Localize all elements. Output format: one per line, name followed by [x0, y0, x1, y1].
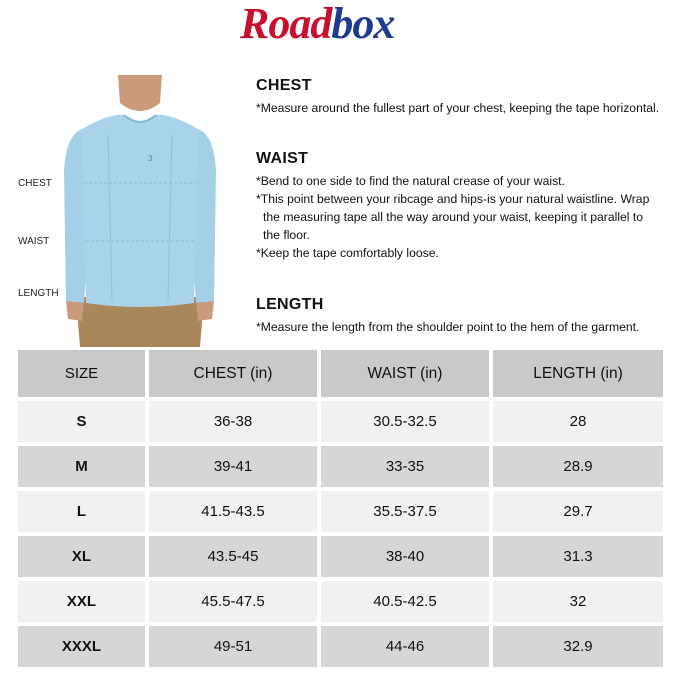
length-cell: 31.3 — [493, 536, 663, 577]
waist-instruction-2: *This point between your ribcage and hips-is your natural waistline. Wrap — [256, 192, 650, 206]
length-cell: 29.7 — [493, 491, 663, 532]
length-cell: 32 — [493, 581, 663, 622]
waist-instruction-5: *Keep the tape comfortably loose. — [256, 246, 439, 260]
size-cell: XL — [18, 536, 145, 577]
size-cell: XXXL — [18, 626, 145, 667]
table-header-row — [18, 350, 663, 397]
table-row — [18, 626, 663, 667]
waist-cell: 33-35 — [321, 446, 489, 487]
model-illustration — [0, 75, 250, 347]
chest-cell: 45.5-47.5 — [149, 581, 317, 622]
size-chart-table — [18, 350, 663, 671]
chest-cell: 36-38 — [149, 401, 317, 442]
chest-cell: 49-51 — [149, 626, 317, 667]
size-cell: S — [18, 401, 145, 442]
chest-section — [256, 77, 676, 117]
neck-shape — [118, 75, 162, 111]
size-cell: XXL — [18, 581, 145, 622]
chest-instruction: *Measure around the fullest part of your chest, keeping the tape horizontal. — [256, 101, 660, 115]
header-waist: WAIST (in) — [321, 350, 489, 397]
chest-cell: 39-41 — [149, 446, 317, 487]
length-cell: 28.9 — [493, 446, 663, 487]
table-row — [18, 401, 663, 442]
header-length: LENGTH (in) — [493, 350, 663, 397]
waist-cell: 35.5-37.5 — [321, 491, 489, 532]
model-figure — [0, 75, 250, 347]
waist-instruction-1: *Bend to one side to find the natural crease of your waist. — [256, 174, 565, 188]
right-hand-shape — [196, 301, 214, 321]
header-size: SIZE — [18, 350, 145, 397]
length-title: LENGTH — [256, 296, 324, 313]
waist-instruction-4: the floor. — [263, 228, 310, 242]
figure-label-waist: WAIST — [18, 236, 50, 247]
table-row — [18, 581, 663, 622]
svg-text:3: 3 — [148, 154, 153, 163]
waist-cell: 44-46 — [321, 626, 489, 667]
brand-logo-part-1: Road — [240, 0, 332, 48]
header-chest: CHEST (in) — [149, 350, 317, 397]
chest-title: CHEST — [256, 77, 312, 94]
waist-cell: 38-40 — [321, 536, 489, 577]
chest-cell: 41.5-43.5 — [149, 491, 317, 532]
figure-label-length: LENGTH — [18, 288, 59, 299]
table-row — [18, 536, 663, 577]
shirt-torso-shape — [82, 115, 198, 307]
chest-cell: 43.5-45 — [149, 536, 317, 577]
length-cell: 32.9 — [493, 626, 663, 667]
size-cell: M — [18, 446, 145, 487]
left-hand-shape — [66, 301, 84, 321]
table-row — [18, 446, 663, 487]
figure-label-chest: CHEST — [18, 178, 52, 189]
waist-section — [256, 150, 676, 262]
waist-title: WAIST — [256, 150, 309, 167]
table-row — [18, 491, 663, 532]
waist-cell: 30.5-32.5 — [321, 401, 489, 442]
waist-cell: 40.5-42.5 — [321, 581, 489, 622]
length-instruction: *Measure the length from the shoulder point to the hem of the garment. — [256, 320, 640, 334]
brand-logo-part-2: box — [331, 0, 395, 48]
size-cell: L — [18, 491, 145, 532]
brand-logo — [240, 0, 440, 48]
length-cell: 28 — [493, 401, 663, 442]
length-section — [256, 296, 676, 336]
waist-instruction-3: the measuring tape all the way around your waist, keeping it parallel to — [263, 210, 644, 224]
